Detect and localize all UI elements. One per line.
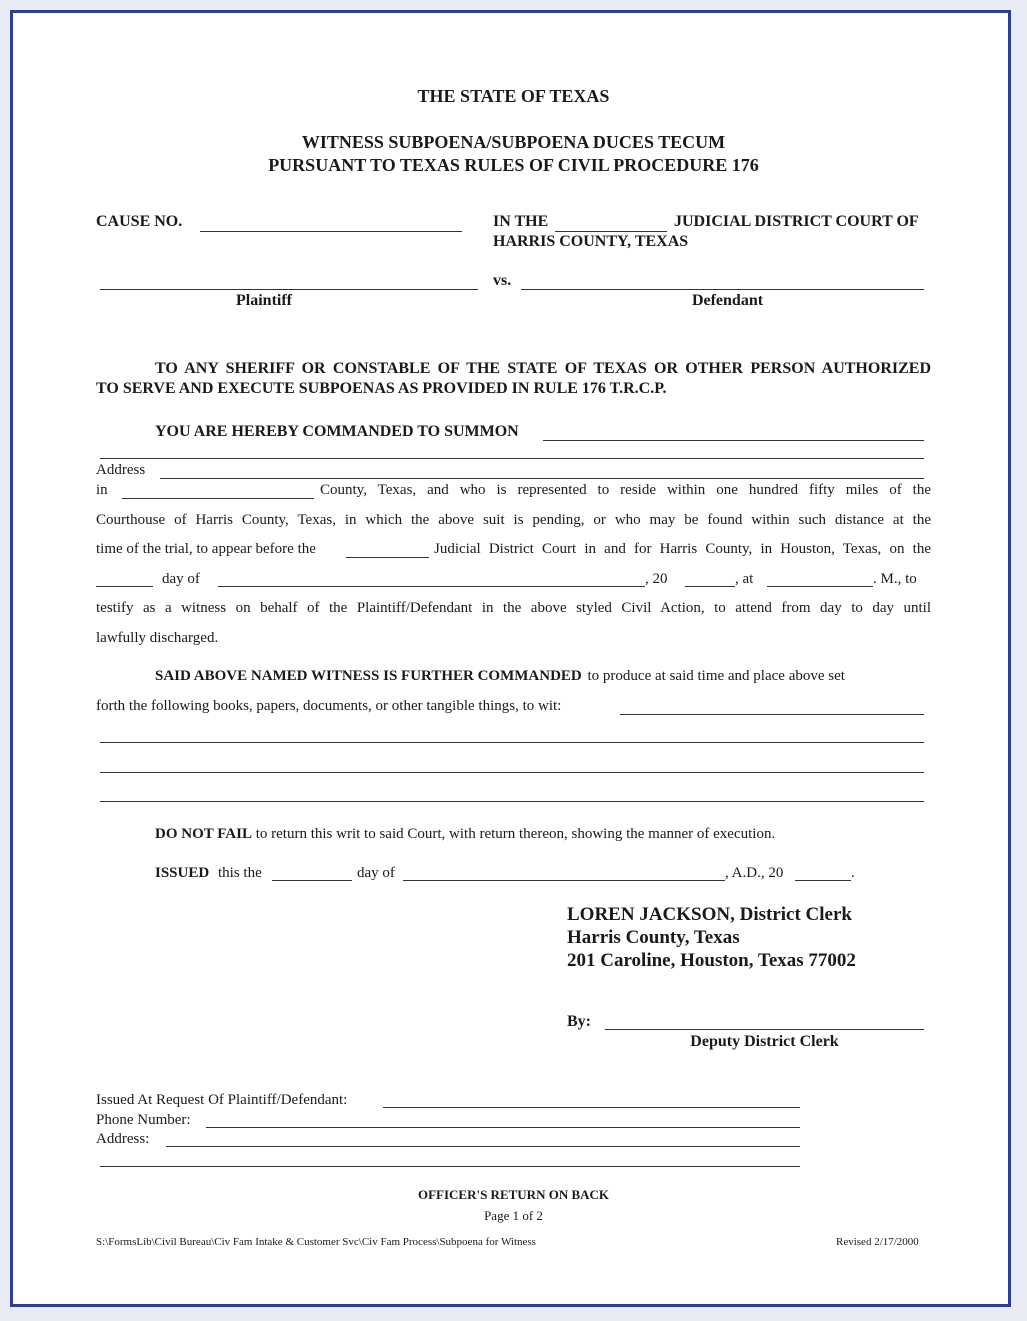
body-line-2: Courthouse of Harris County, Texas, in which the above suit is pending, or who may be found within such distance at the bbox=[96, 512, 931, 528]
file-path: S:\FormsLib\Civil Bureau\Civ Fam Intake & Customer Svc\Civ Fam Process\Subpoena for Witness bbox=[96, 1236, 536, 1248]
address-label: Address bbox=[96, 462, 146, 478]
documents-field-4[interactable] bbox=[100, 801, 924, 802]
issued-period: . bbox=[851, 865, 855, 881]
witness-name-field[interactable] bbox=[543, 440, 924, 441]
issued-at-request-label: Issued At Request Of Plaintiff/Defendant: bbox=[96, 1092, 348, 1108]
deputy-signature-field[interactable] bbox=[605, 1029, 924, 1030]
court-label: JUDICIAL DISTRICT COURT OF bbox=[674, 213, 919, 230]
phone-field[interactable] bbox=[206, 1127, 800, 1128]
issued-ad: , A.D., 20 bbox=[725, 865, 784, 881]
do-not-fail-line bbox=[155, 826, 775, 843]
state-heading: THE STATE OF TEXAS bbox=[417, 86, 610, 106]
issued-day-field[interactable] bbox=[272, 880, 352, 881]
request-address-label: Address: bbox=[96, 1131, 150, 1147]
body-line-6: lawfully discharged. bbox=[96, 630, 219, 646]
documents-field-2[interactable] bbox=[100, 742, 924, 743]
commanded-label: YOU ARE HEREBY COMMANDED TO SUMMON bbox=[155, 423, 519, 440]
appear-day-field[interactable] bbox=[96, 586, 153, 587]
county-label: HARRIS COUNTY, TEXAS bbox=[493, 233, 689, 250]
do-not-fail-rest: to return this writ to said Court, with return thereon, showing the manner of execution. bbox=[255, 826, 776, 842]
vs-label: vs. bbox=[493, 272, 512, 289]
body-line-1: County, Texas, and who is represented to reside within one hundred fifty miles of the bbox=[320, 482, 931, 498]
request-address-field[interactable] bbox=[166, 1146, 800, 1147]
district-court-field[interactable] bbox=[346, 557, 429, 558]
address-paragraph-line-1: TO ANY SHERIFF OR CONSTABLE OF THE STATE OF TEXAS OR OTHER PERSON AUTHORIZED bbox=[155, 360, 931, 377]
district-number-field[interactable] bbox=[555, 231, 667, 232]
documents-field-3[interactable] bbox=[100, 772, 924, 773]
cause-no-field[interactable] bbox=[200, 231, 462, 232]
page-number: Page 1 of 2 bbox=[484, 1208, 543, 1223]
by-label: By: bbox=[567, 1013, 591, 1030]
phone-label: Phone Number: bbox=[96, 1112, 191, 1128]
title-line-2: PURSUANT TO TEXAS RULES OF CIVIL PROCEDURE 176 bbox=[268, 155, 759, 175]
address-paragraph-line-2: TO SERVE AND EXECUTE SUBPOENAS AS PROVIDED IN RULE 176 T.R.C.P. bbox=[96, 380, 667, 397]
in-the-label: IN THE bbox=[493, 213, 549, 230]
appear-year-field[interactable] bbox=[685, 586, 735, 587]
issued-this-the: this the bbox=[218, 865, 262, 881]
further-line-2: forth the following books, papers, documents, or other tangible things, to wit: bbox=[96, 698, 562, 714]
body-m-to: . M., to bbox=[873, 571, 917, 587]
do-not-fail-bold: DO NOT FAIL bbox=[155, 826, 252, 842]
requester-field[interactable] bbox=[383, 1107, 800, 1108]
body-line-3b: Judicial District Court in and for Harris County, in Houston, Texas, on the bbox=[434, 541, 931, 557]
further-commanded-rest: to produce at said time and place above set bbox=[587, 668, 845, 684]
request-address-field-2[interactable] bbox=[100, 1166, 800, 1167]
plaintiff-field[interactable] bbox=[100, 289, 478, 290]
issued-day-of: day of bbox=[357, 865, 395, 881]
revised-date: Revised 2/17/2000 bbox=[836, 1236, 919, 1248]
clerk-county: Harris County, Texas bbox=[567, 927, 740, 948]
witness-name-field-2[interactable] bbox=[100, 458, 924, 459]
in-label: in bbox=[96, 482, 108, 498]
title-line-1: WITNESS SUBPOENA/SUBPOENA DUCES TECUM bbox=[301, 132, 726, 152]
further-commanded-line bbox=[155, 668, 845, 685]
clerk-name: LOREN JACKSON, District Clerk bbox=[567, 904, 852, 925]
issued-year-field[interactable] bbox=[795, 880, 851, 881]
cause-no-label: CAUSE NO. bbox=[96, 213, 183, 230]
issued-month-field[interactable] bbox=[403, 880, 725, 881]
defendant-field[interactable] bbox=[521, 289, 924, 290]
witness-address-field[interactable] bbox=[160, 478, 924, 479]
county-field[interactable] bbox=[122, 498, 314, 499]
issued-bold: ISSUED bbox=[155, 865, 210, 881]
further-commanded-bold: SAID ABOVE NAMED WITNESS IS FURTHER COMMANDED bbox=[155, 668, 582, 684]
appear-time-field[interactable] bbox=[767, 586, 873, 587]
body-line-5: testify as a witness on behalf of the Plaintiff/Defendant in the above styled Civil Action, to attend from day to day until bbox=[96, 600, 931, 616]
body-line-3a: time of the trial, to appear before the bbox=[96, 541, 316, 557]
appear-month-field[interactable] bbox=[218, 586, 645, 587]
officer-return-label: OFFICER'S RETURN ON BACK bbox=[417, 1187, 610, 1202]
body-day-of: day of bbox=[162, 571, 200, 587]
clerk-address: 201 Caroline, Houston, Texas 77002 bbox=[567, 950, 856, 971]
plaintiff-label: Plaintiff bbox=[236, 292, 292, 309]
defendant-label: Defendant bbox=[691, 292, 764, 309]
body-at: , at bbox=[735, 571, 754, 587]
documents-field-1[interactable] bbox=[620, 714, 924, 715]
body-year-prefix: , 20 bbox=[645, 571, 668, 587]
deputy-label: Deputy District Clerk bbox=[690, 1033, 839, 1050]
